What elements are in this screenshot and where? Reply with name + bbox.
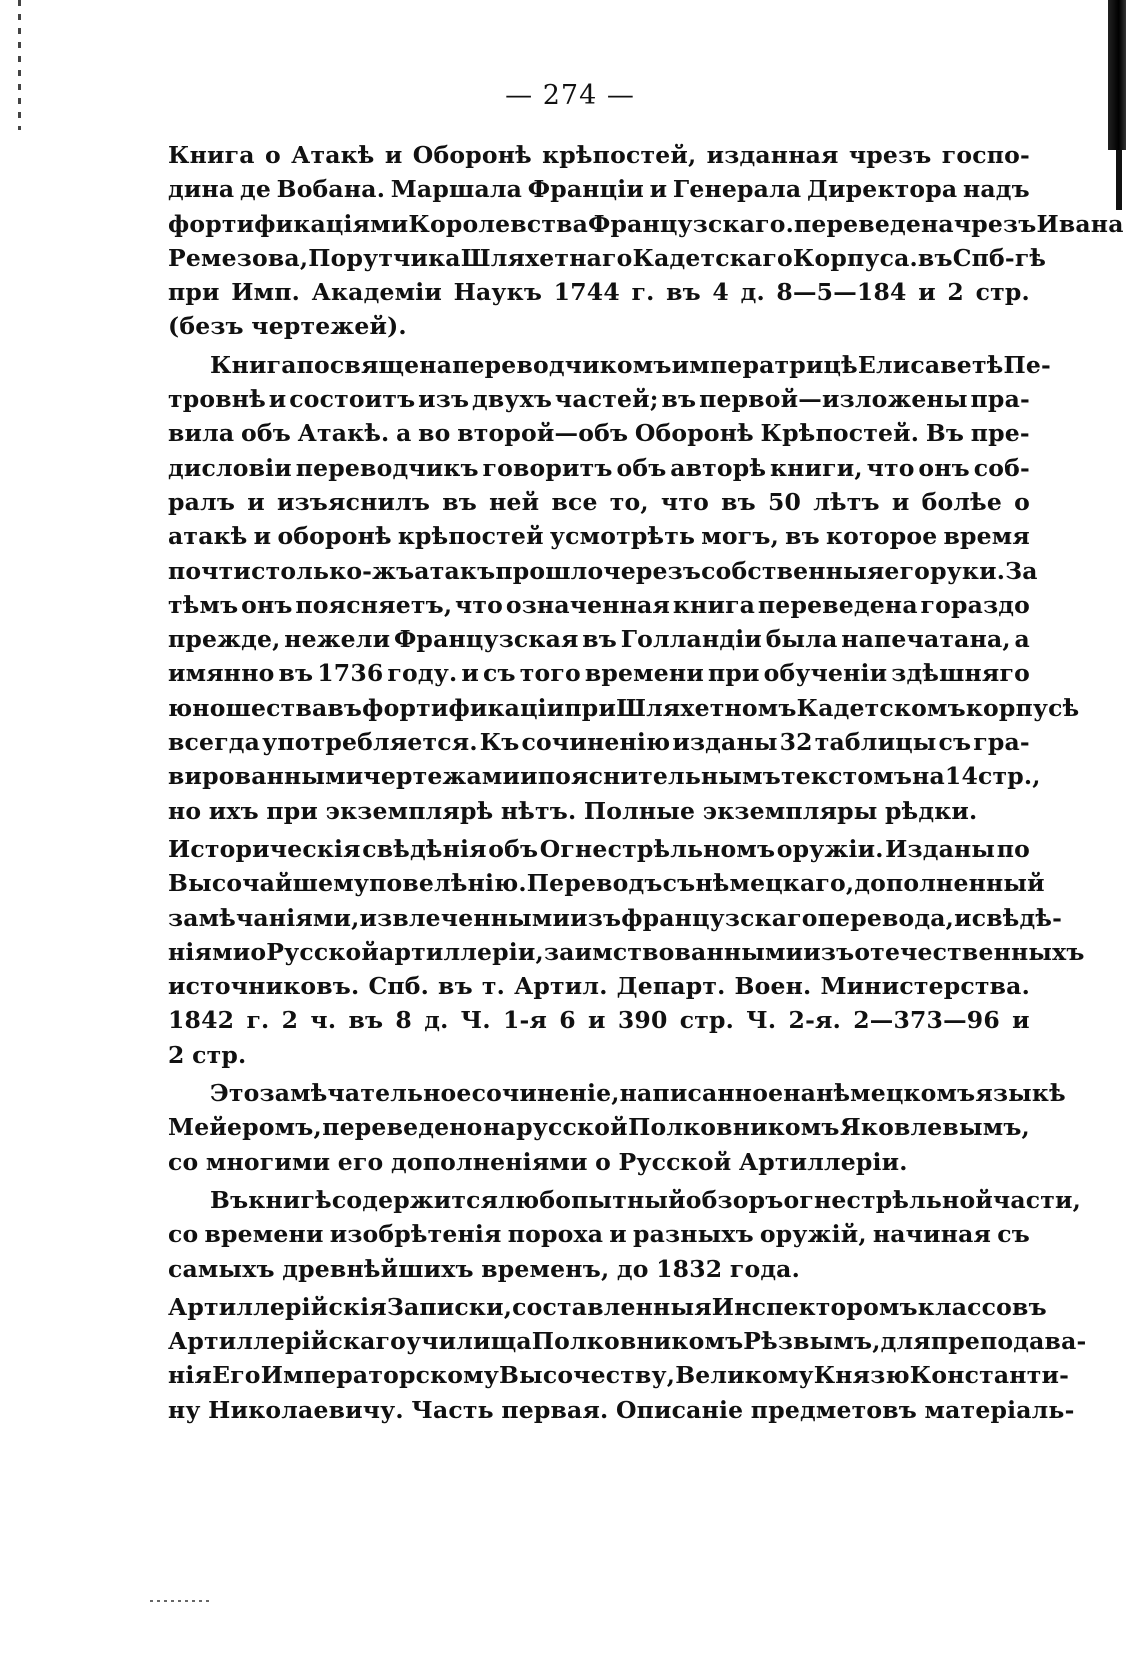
scan-speck (150, 1600, 210, 1602)
text-line: вила объ Атакѣ. а во второй—объ Оборонѣ Крѣпостей. Въ пре- (168, 419, 1030, 448)
text-line: дина де Вобана. Маршала Франціи и Генерала Директора надъ (168, 175, 1030, 204)
text-line: со многими его дополненіями о Русской Артиллеріи. (168, 1147, 908, 1176)
text-line: 1842 г. 2 ч. въ 8 д. Ч. 1-я 6 и 390 стр. Ч. 2-я. 2—373—96 и (168, 1006, 1030, 1035)
text-line: Книга посвящена переводчикомъ императрицѣ Елисаветѣ Пе- (210, 350, 1051, 379)
text-line: со времени изобрѣтенія пороха и разныхъ оружій, начиная съ (168, 1220, 1030, 1249)
text-line: Ремезова, Порутчика Шляхетнаго Кадетскаго Корпуса. въ Спб-гѣ (168, 243, 1047, 272)
text-line: Артиллерійскаго училища Полковникомъ Рѣзвымъ, для преподава- (168, 1327, 1087, 1356)
text-line: атакѣ и оборонѣ крѣпостей усмотрѣть могъ, въ которое время (168, 522, 1030, 551)
text-line: замѣчаніями, извлеченными изъ французскаго перевода, и свѣдѣ- (168, 903, 1063, 932)
text-line: ралъ и изъяснилъ въ ней все то, что въ 50 лѣтъ и болѣе о (168, 487, 1030, 516)
paragraph-6 (168, 1290, 1087, 1427)
text-line: ну Николаевичу. Часть первая. Описаніе предметовъ матеріаль- (168, 1395, 1075, 1424)
text-line: дисловіи переводчикъ говоритъ объ авторѣ книги, что онъ соб- (168, 453, 1030, 482)
text-line: источниковъ. Спб. въ т. Артил. Департ. Воен. Министерства. (168, 972, 1030, 1001)
text-line: почти столько-жъ атакъ прошло черезъ собственныя его руки. За (168, 556, 1038, 585)
text-line: Мейеромъ, переведено на русской Полковникомъ Яковлевымъ, (168, 1113, 1030, 1142)
text-line: юношества въ фортификаціи при Шляхетномъ Кадетскомъ корпусѣ (168, 693, 1080, 722)
text-line: прежде, нежели Французская въ Голландіи была напечатана, а (168, 625, 1030, 654)
paragraph-4 (168, 1076, 1066, 1179)
text-line: ніями о Русской артиллеріи, заимствованными изъ отечественныхъ (168, 937, 1085, 966)
text-line: Артиллерійскія Записки, составленныя Инспекторомъ классовъ (168, 1292, 1047, 1321)
text-line: имянно въ 1736 году. и съ того времени при обученіи здѣшняго (168, 659, 1030, 688)
paragraph-3 (168, 832, 1085, 1072)
text-line: Книга о Атакѣ и Оборонѣ крѣпостей, изданная чрезъ госпо- (168, 141, 1030, 169)
paragraph-5 (168, 1183, 1082, 1286)
text-line: (безъ чертежей). (168, 312, 407, 341)
paragraph-1 (168, 138, 1124, 344)
text-line: вированными чертежами и пояснительнымъ текстомъ на 14 стр., (168, 762, 1041, 791)
text-line: но ихъ при экземплярѣ нѣтъ. Полные экземпляры рѣдки. (168, 796, 978, 825)
text-line: Историческія свѣдѣнія объ Огнестрѣльномъ оружіи. Изданы по (168, 834, 1030, 863)
text-line: тѣмъ онъ поясняетъ, что означенная книга переведена гораздо (168, 590, 1030, 619)
text-line: фортификаціями Королевства Французскаго. переведена чрезъ Ивана (168, 209, 1124, 238)
scan-edge-right-lower (1116, 150, 1122, 210)
paragraph-2 (168, 348, 1080, 828)
text-line: Это замѣчательное сочиненіе, написанное на нѣмецкомъ языкѣ (210, 1079, 1066, 1108)
text-line: самыхъ древнѣйшихъ временъ, до 1832 года. (168, 1254, 800, 1283)
text-line: нія Его Императорскому Высочеству, Великому Князю Константи- (168, 1361, 1070, 1390)
scan-edge-right (1108, 0, 1126, 150)
text-line: 2 стр. (168, 1040, 247, 1069)
text-line: тровнѣ и состоитъ изъ двухъ частей; въ первой—изложены пра- (168, 385, 1030, 414)
text-line: Въ книгѣ содержится любопытный обзоръ огнестрѣльной части, (210, 1185, 1082, 1214)
page-number: — 274 — (505, 80, 635, 111)
text-line: Высочайшему повелѣнію. Переводъ съ нѣмецкаго, дополненный (168, 869, 1045, 898)
page-body (168, 138, 1124, 1431)
text-line: всегда употребляется. Къ сочиненію изданы 32 таблицы съ гра- (168, 728, 1030, 757)
text-line: при Имп. Академіи Наукъ 1744 г. въ 4 д. 8—5—184 и 2 стр. (168, 278, 1030, 307)
